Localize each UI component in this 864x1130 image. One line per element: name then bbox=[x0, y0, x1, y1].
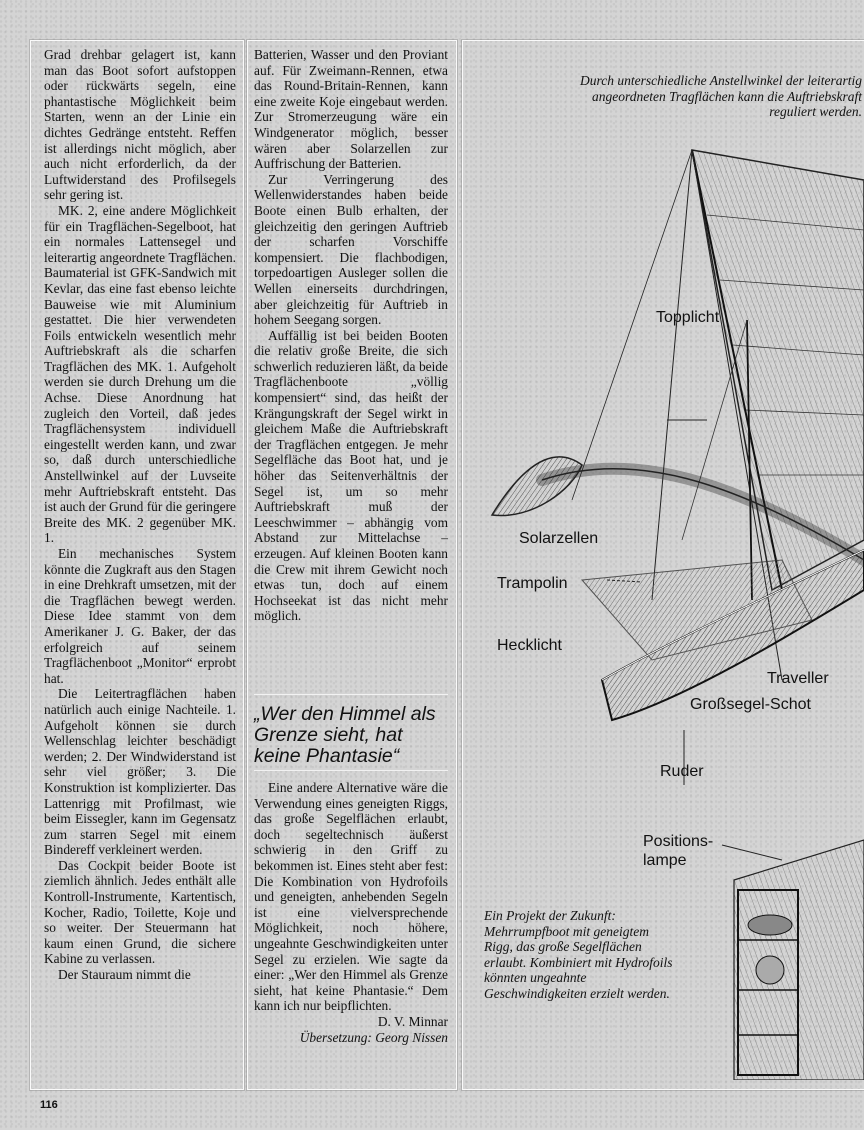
paragraph: Zur Verringerung des Wellenwiderstandes haben beide Boote einen Bulb erhalten, der gleichzeitig den geringen Auftrieb der scharfen Vorschiffe kompensiert. Die flachbodigen, torpedoartigen Ausleger sollen die Wellen einerseits durchdringen, aber gleichzeitig für Auftrieb in hohem Seegang sorgen. bbox=[254, 171, 448, 328]
article-column-1 bbox=[44, 47, 236, 983]
pull-quote-rule-top bbox=[254, 694, 448, 695]
label-ruder: Ruder bbox=[660, 763, 704, 780]
paragraph: Die Leitertragflächen haben natürlich auch einige Nachteile. 1. Aufgeholt können sie durch Wellenschlag leichter beschädigt werden; 2. Der Windwiderstand ist sehr viel größer; 3. Die Konstruktion ist komplizierter. Das Lattenrigg mit Profilmast, wie beim Eissegler, kann im Gegensatz zum starren Segel mit einem Bindereff verkleinert werden. bbox=[44, 686, 236, 858]
paragraph: Eine andere Alternative wäre die Verwendung eines geneigten Riggs, das große Segelflächen erlaubt, doch segeltechnisch äußerst schwierig in den Griff zu bekommen ist. Eines steht aber fest: Die Kombination von Hydrofoils und geneigten, anhebenden Segeln ist eine vielversprechende Möglichkeit, noch höhere, ungeahnte Geschwindigkeiten unter Segel zu erzielen. Wie sagte da einer: „Wer den Himmel als Grenze sieht, hat keine Phantasie.“ Dem kann ich nur beipflichten. bbox=[254, 780, 448, 1014]
label-traveller: Traveller bbox=[767, 670, 829, 687]
paragraph: Auffällig ist bei beiden Booten die relativ große Breite, die sich schwerlich reduzieren läßt, da beide Tragflächenboote „völlig kompensiert“ sind, das heißt der Krängungskraft der Segel wirkt in gleichem Maße die Auftriebskraft der Tragflächen entgegen. Je mehr Segelfläche das Boot hat, und je höher das Seitenverhältnis der Segel ist, um so mehr Auftriebskraft muß der Leeschwimmer – abhängig vom Abstand zur Mittelachse – erzeugen. Auf kleinen Booten kann die Crew mit ihrem Gewicht noch etwas tun, doch auf einem Hochseekat ist das nicht mehr möglich. bbox=[254, 327, 448, 624]
paragraph: MK. 2, eine andere Möglichkeit für ein Tragflächen-Segelboot, hat ein normales Lattensegel und leiterartig angeordnete Tragflächen. Baumaterial ist GFK-Sandwich mit Kevlar, das eine fast ebenso leichte Bauweise wie mit Aluminium gestattet. Die hier verwendeten Foils entwickeln wesentlich mehr Auftriebskraft als die scharfen Tragflächen des MK. 1. Aufgeholt werden sie durch Drehung um die Achse. Diese Anordnung hat zugleich den Vorteil, daß jedes Tragflächensystem individuell eingestellt werden kann, und zwar so, daß durch unterschiedliche Anstellwinkel auf der Luvseite mehr Auftriebskraft entsteht. Das ist auch der Grund für die geringere Breite des MK. 2 gegenüber MK. 1. bbox=[44, 202, 236, 546]
illustration-caption-top: Durch unterschiedliche Anstellwinkel der leiterartig angeordneten Tragflächen kann die Auftriebskraft reguliert werden. bbox=[580, 73, 862, 119]
article-column-2-continued bbox=[254, 780, 448, 1045]
paragraph: Grad drehbar gelagert ist, kann man das Boot sofort aufstoppen oder rückwärts segeln, eine phantastische Möglichkeit beim Starten, wenn an der Linie ein dichtes Gedränge entsteht. Reffen ist allerdings nicht möglich, aber auch nicht erforderlich, da der Luftwiderstand des Profilsegels sehr gering ist. bbox=[44, 47, 236, 203]
pull-quote: „Wer den Himmel als Grenze sieht, hat keine Phantasie“ bbox=[254, 703, 436, 767]
paragraph: Der Stauraum nimmt die bbox=[58, 967, 191, 983]
label-trampolin: Trampolin bbox=[497, 575, 568, 592]
label-positions: Positions- bbox=[643, 833, 714, 850]
illustration-caption-bottom: Ein Projekt der Zukunft: Mehrrumpfboot mit geneigtem Rigg, das große Segelflächen erlaubt. Kombiniert mit Hydrofoils könnten ungeahnte Geschwindigkeiten erzielt werden. bbox=[484, 908, 673, 1001]
cockpit-cutaway bbox=[722, 840, 864, 1080]
label-lampe: lampe bbox=[643, 852, 687, 869]
label-hecklicht: Hecklicht bbox=[497, 637, 562, 654]
stay-line bbox=[652, 150, 692, 600]
pull-quote-rule-bottom bbox=[254, 770, 448, 771]
author-signature: D. V. Minnar bbox=[377, 1013, 448, 1029]
translation-credit: Übersetzung: Georg Nissen bbox=[299, 1029, 448, 1045]
article-column-2 bbox=[254, 47, 448, 624]
label-topplicht: Topplicht bbox=[656, 309, 720, 326]
label-solarzellen: Solarzellen bbox=[519, 530, 599, 547]
label-grosssegel-schot: Großsegel-Schot bbox=[690, 696, 811, 713]
paragraph: Batterien, Wasser und den Proviant auf. Für Zweimann-Rennen, etwa das Round-Britain-Rennen, kann eine zweite Koje eingebaut werden. Zur Stromerzeugung wäre ein Windgenerator möglich, besser wären aber Solarzellen zur Auffrischung der Batterien. bbox=[254, 47, 448, 172]
paragraph: Das Cockpit beider Boote ist ziemlich ähnlich. Jedes enthält alle Kontroll-Instrumente, Kartentisch, Kocher, Radio, Toilette, Koje und so weiter. Der Steuermann hat kaum einen Grund, die sichere Kabine zu verlassen. bbox=[44, 857, 236, 967]
page-number: 116 bbox=[40, 1099, 58, 1111]
solar-float bbox=[492, 457, 582, 516]
paragraph: Ein mechanisches System könnte die Zugkraft aus den Stagen in eine Drehkraft umsetzen, mit der die Tragflächen bewegt werden. Diese Idee stammt von dem Amerikaner J. G. Baker, der das erfolgreich auf seinem Tragflächenboot „Monitor“ erprobt hat. bbox=[44, 546, 236, 686]
